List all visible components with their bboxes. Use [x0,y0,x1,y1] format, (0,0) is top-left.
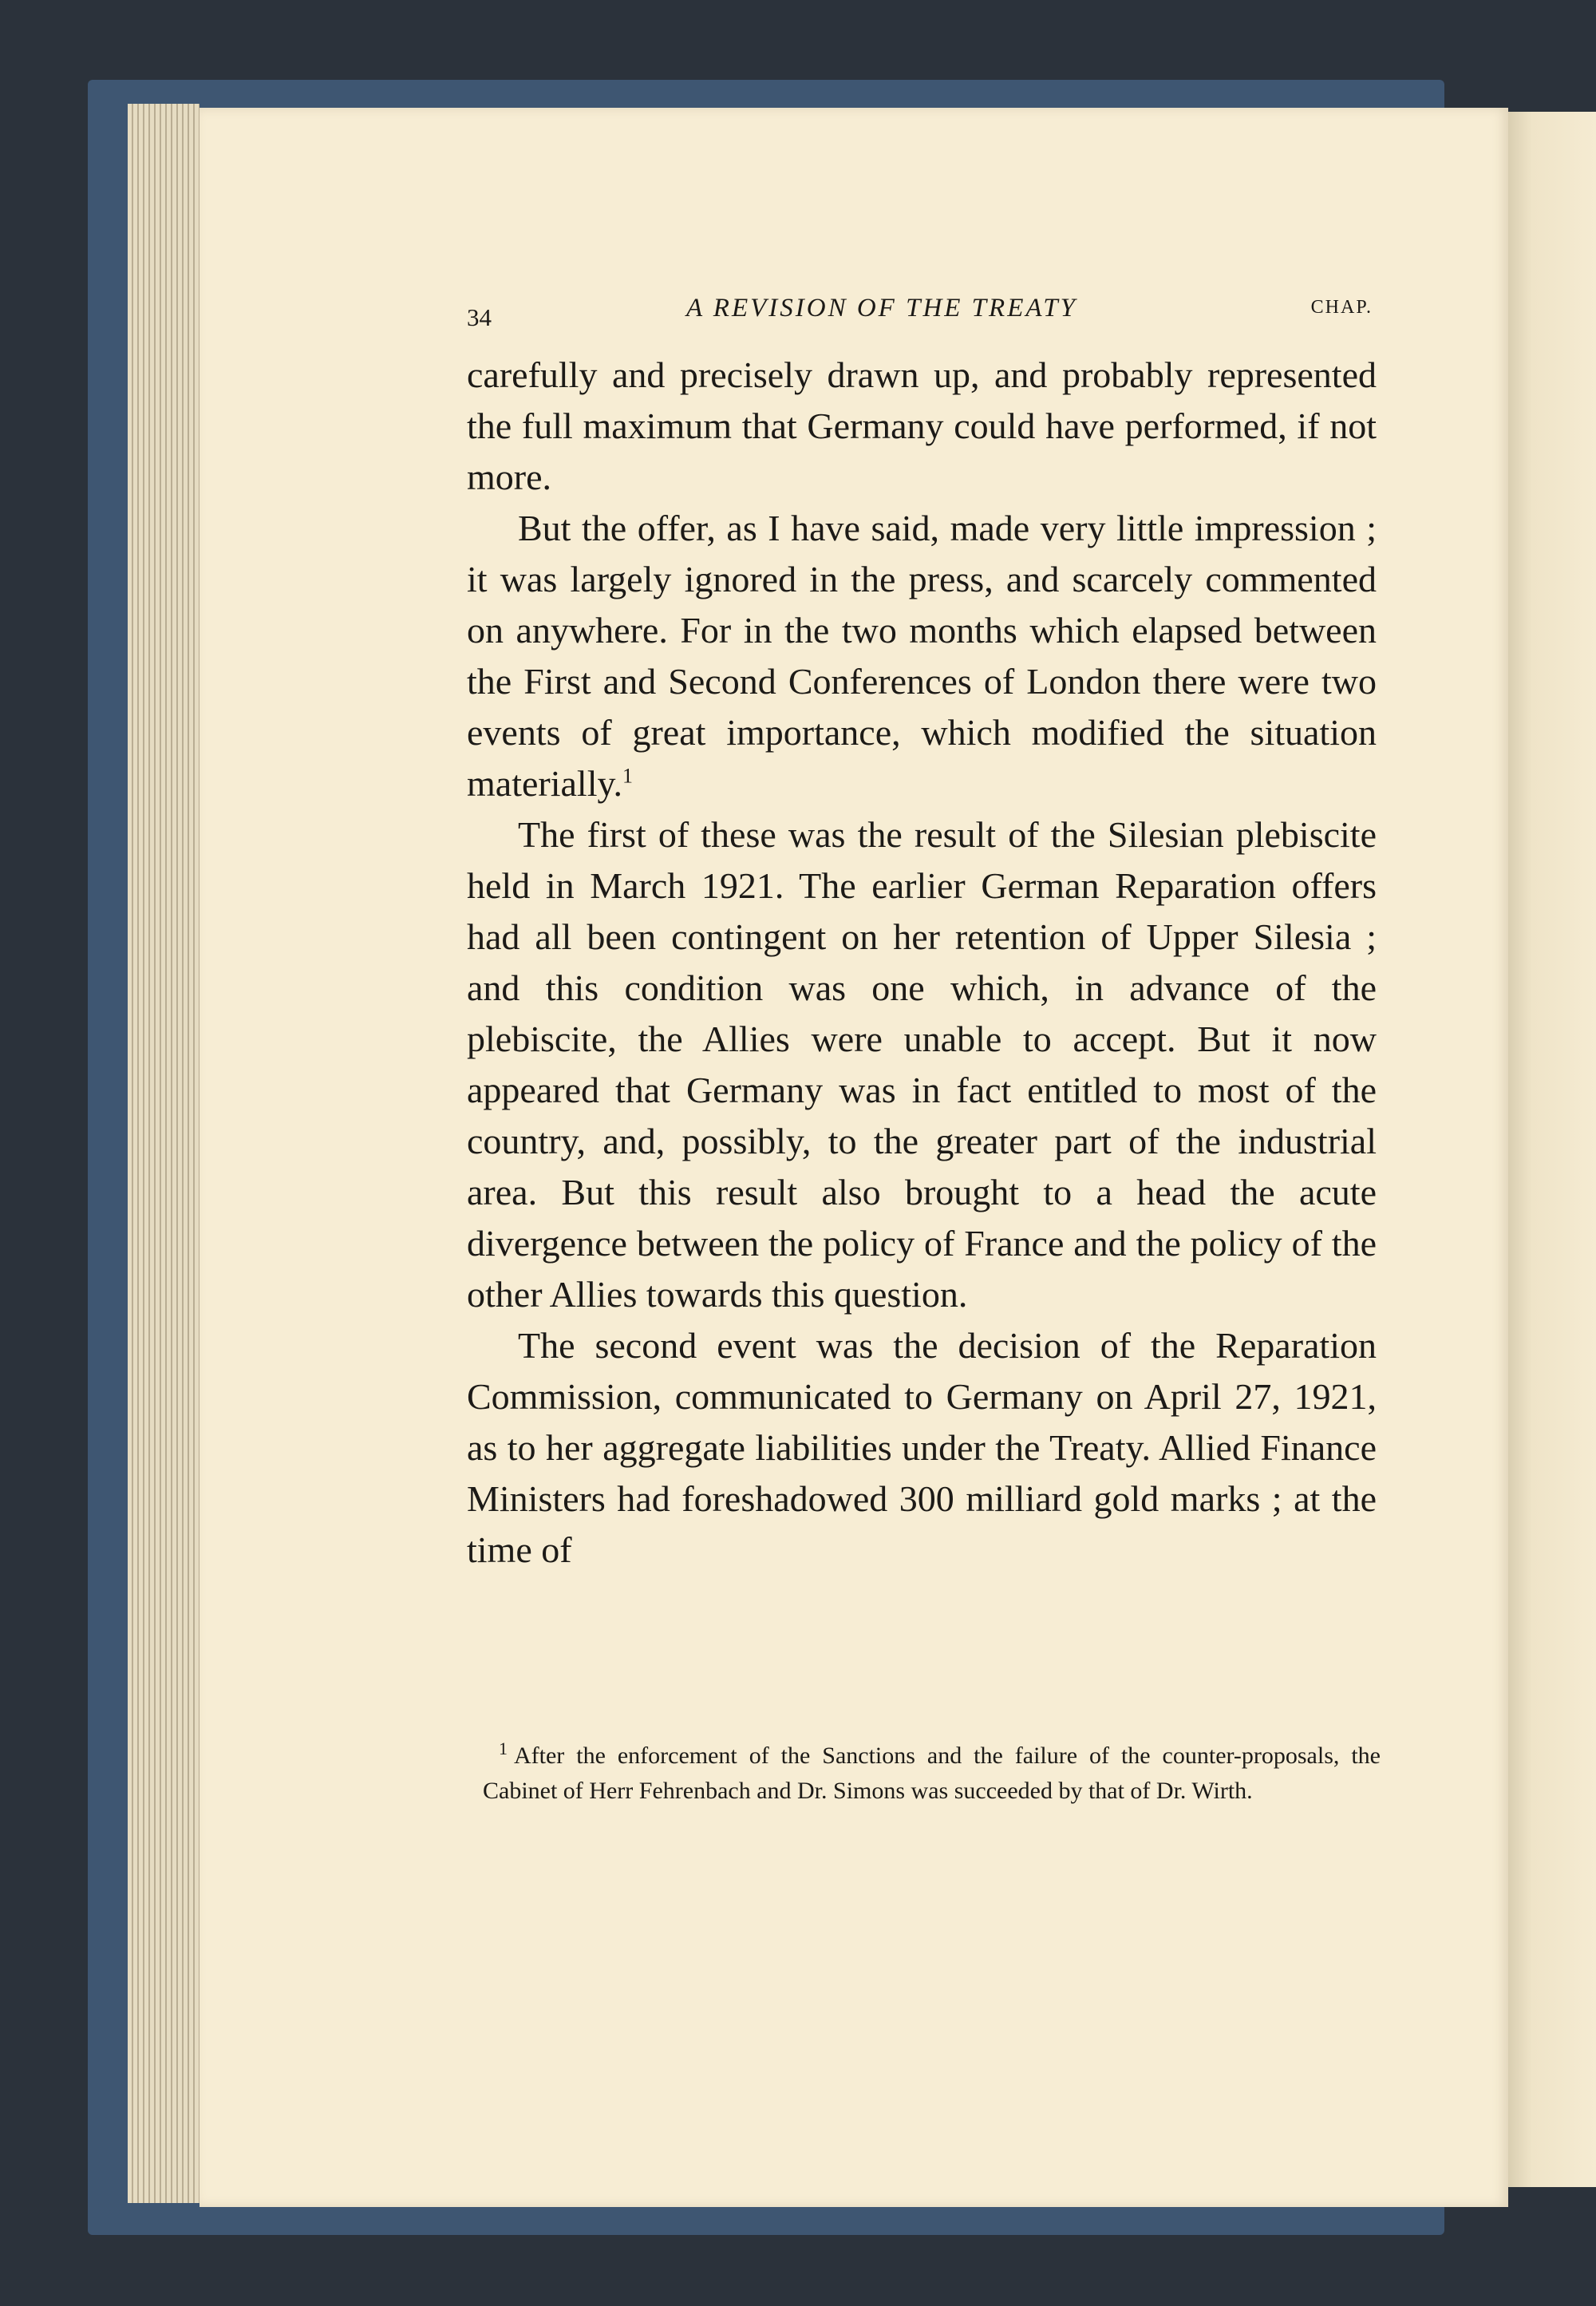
page-number: 34 [467,303,492,331]
running-title: A REVISION OF THE TREATY [686,294,1077,322]
facing-page [1508,112,1596,2187]
section-label: CHAP. [1310,297,1373,318]
paragraph: The second event was the decision of the Reparation Commission, communicated to Germany on April 27, 1921, as to her aggregate liabilities under the Treaty. Allied Finance Ministers had foreshadowed 300 milliard gold marks ; at the time of [467,1325,1377,1570]
footnotes [483,1738,1381,1809]
paragraph: carefully and precisely drawn up, and probably represented the full maximum that Germany could have performed, if not more. [467,354,1377,497]
footnote-reference: 1 [622,764,633,788]
footnote-text: After the enforcement of the Sanctions and the failure of the counter-proposals, the Cabinet of Herr Fehrenbach and Dr. Simons was succeeded by that of Dr. Wirth. [483,1742,1381,1804]
body-text [467,350,1377,1576]
page-header [467,294,1373,334]
paragraph: The first of these was the result of the Silesian plebiscite held in March 1921. The earlier German Reparation offers had all been contingent on her retention of Upper Silesia ; and this condition was one which, in advance of the plebiscite, the Allies were unable to accept. But it now appeared that Germany was in fact entitled to most of the country, and, possibly, to the greater part of the industrial area. But this result also brought to a head the acute divergence between the policy of France and the policy of the other Allies towards this question. [467,814,1377,1315]
footnote-marker: 1 [499,1738,508,1758]
page-edges [128,104,200,2203]
paragraph-text: But the offer, as I have said, made very little impression ; it was largely ignored in the press, and scarcely commented on anywhere. For in the two months which elapsed between the First and Second Conferences of London there were two events of great importance, which modified the situation materially. [467,508,1377,804]
footnote [483,1738,1381,1809]
paragraph [467,503,1377,809]
